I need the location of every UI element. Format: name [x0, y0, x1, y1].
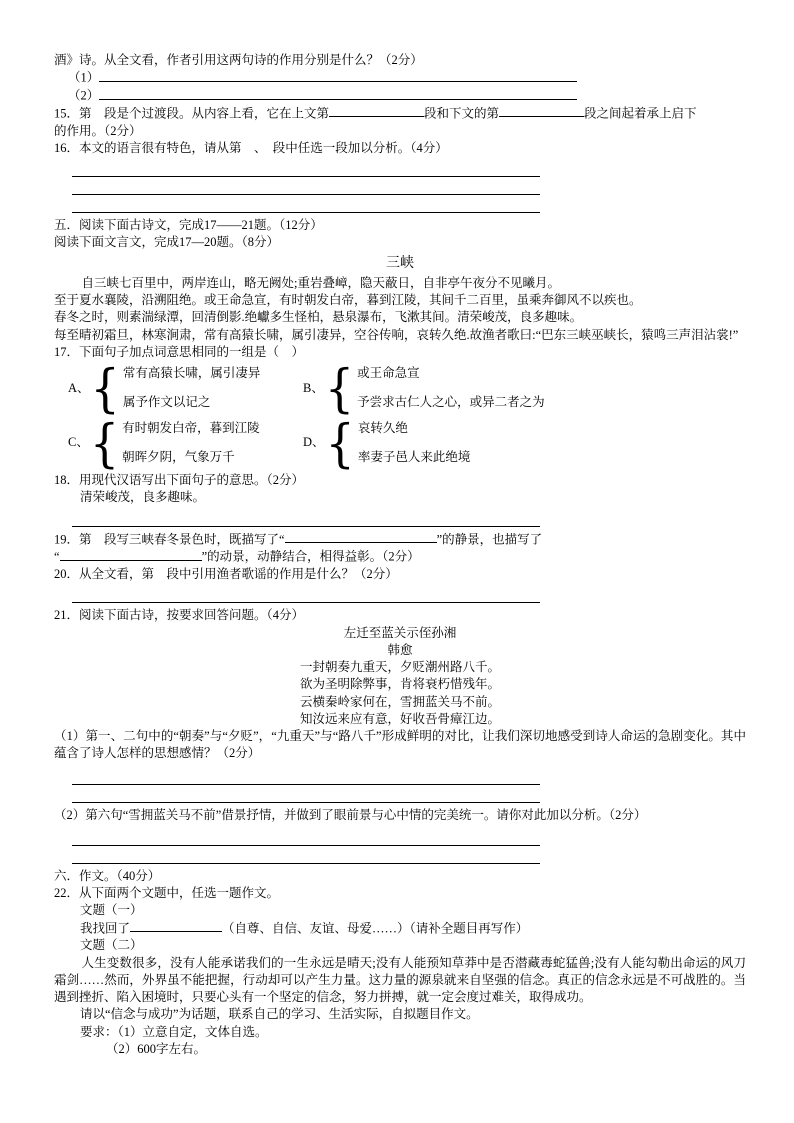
- answer-line: [72, 787, 540, 803]
- q16-stem: 16．本文的语言很有特色，请从第 、 段中任选一段加以分析。（4分）: [54, 140, 448, 155]
- poem-line: 云横秦岭家何在，雪拥蓝关马不前。: [299, 694, 500, 709]
- q17-options: [68, 365, 746, 466]
- q18-sentence: 清荣峻茂，良多趣味。: [80, 490, 206, 505]
- topic1-pre: 我找回了: [80, 921, 131, 936]
- topic2-task: 请以“信念与成功”为话题，联系自己的学习、生活实际，自拟题目作文。: [80, 1007, 479, 1022]
- left-brace-icon: [325, 365, 354, 411]
- topic2-label: 文题（二）: [80, 938, 143, 953]
- sanxia-paragraph-4: 每至晴初霜旦，林寒涧肃，常有高猿长啸，属引凄异，空谷传响，哀转久绝.故渔者歌曰:“巴东三峡巫峡长，猿鸣三声泪沾裳!”: [54, 327, 739, 342]
- topic2-body: 人生变数很多，没有人能承诺我们的一生永远是晴天;没有人能预知草莽中是否潜藏毒蛇猛兽;没有人能勾勒出命运的风刀霜剑……然而，外界虽不能把握，行动却可以产生力量。这力量的源泉就来自坚强的信念。真正的信念永远是不可战胜的。当遇到挫折、陷入困境时，只要心头有一个坚定的信念，努力拼搏，就一定会度过难关，取得成功。: [54, 955, 746, 1005]
- q21-stem: 21．阅读下面古诗，按要求回答问题。（4分）: [54, 608, 305, 623]
- text-title-sanxia: 三峡: [386, 255, 414, 271]
- topic1-line: [80, 920, 746, 938]
- q20-stem: 20．从全文看，第 段中引用渔者歌谣的作用是什么？（2分）: [54, 567, 398, 582]
- topic1-post: （自尊、自信、友谊、母爱……）（请补全题目再写作）: [222, 921, 529, 936]
- answer-line: [72, 161, 540, 177]
- q14-item1-answer-blank: [99, 69, 577, 82]
- option-c: [68, 420, 303, 467]
- q14-item2-answer-blank: [99, 87, 577, 100]
- q14-item-1: [68, 69, 746, 87]
- q21-sub2: （2）第六句“雪拥蓝关马不前”借景抒情，并做到了眼前景与心中情的完美统一。请你对此加以分析。（2分）: [54, 807, 647, 822]
- q14-item-2: [68, 87, 746, 105]
- answer-line: [72, 848, 540, 864]
- section6-heading: 六．作文。（40分）: [54, 868, 161, 883]
- q19-text-a: 19．第 段写三峡春冬景色时，既描写了“: [54, 532, 285, 547]
- q15-text-b: 段和下文的第: [424, 106, 500, 121]
- answer-line: [72, 511, 540, 527]
- q22-stem: 22．从下面两个文题中，任选一题作文。: [54, 886, 280, 901]
- poem-line: 一封朝奏九重天，夕贬潮州路八千。: [299, 660, 500, 675]
- requirement-2: （2）600字左右。: [106, 1041, 207, 1056]
- poem-author: 韩愈: [387, 642, 413, 657]
- option-b: [303, 365, 746, 412]
- option-d: [303, 420, 746, 467]
- left-brace-icon: [326, 420, 355, 466]
- answer-line: [72, 587, 540, 603]
- answer-line: [72, 769, 540, 785]
- topic1-blank: [130, 920, 222, 933]
- requirement-1: 要求：（1）立意自定，文体自选。: [80, 1024, 268, 1039]
- sanxia-paragraph-3: 春冬之时，则素湍绿潭，回清倒影.绝巘多生怪柏，悬泉瀑布，飞漱其间。清荣峻茂，良多趣味。: [54, 310, 583, 325]
- left-brace-icon: [91, 365, 120, 411]
- option-d-line1: 哀转久绝: [357, 420, 408, 435]
- poem-title: 左迁至蓝关示侄孙湘: [343, 625, 457, 640]
- q15-line2: 的作用。（2分）: [54, 123, 142, 138]
- poem-block: [54, 625, 746, 729]
- q15-line1: [54, 105, 746, 123]
- q14-item2-label: （2）: [68, 88, 100, 103]
- option-d-line2: 率妻子邑人来此绝境: [357, 449, 471, 464]
- section5-subheading: 阅读下面文言文，完成17—20题。（8分）: [54, 235, 280, 250]
- q18-stem: 18．用现代汉语写出下面句子的意思。（2分）: [54, 473, 305, 488]
- option-a-line1: 常有高猿长啸，属引凄异: [122, 366, 261, 381]
- q19-text-b: ”的静景，也描写了: [436, 532, 543, 547]
- poem-line: 欲为圣明除弊事，肯将衰朽惜残年。: [299, 677, 500, 692]
- option-b-line2: 予尝求古仁人之心，或异二者之为: [357, 395, 545, 410]
- option-c-line2: 朝晖夕阴，气象万千: [122, 449, 235, 464]
- q19-line1: [54, 531, 746, 549]
- option-a: [68, 365, 303, 412]
- option-c-label: C、: [68, 435, 89, 450]
- left-brace-icon: [90, 420, 119, 466]
- q15-blank-2: [499, 105, 584, 118]
- section5-heading: 五．阅读下面古诗文，完成17——21题。（12分）: [54, 218, 323, 232]
- q19-text-d: ”的动景，动静结合，相得益彰。（2分）: [201, 549, 420, 564]
- sanxia-paragraph-1: 自三峡七百里中，两岸连山，略无阙处;重岩叠嶂，隐天蔽日，自非亭午夜分不见曦月。: [81, 275, 560, 290]
- answer-line: [72, 197, 540, 213]
- topic1-label: 文题（一）: [80, 903, 143, 918]
- option-a-label: A、: [68, 380, 90, 395]
- q19-line2: [54, 548, 746, 566]
- option-a-line2: 属予作文以记之: [122, 395, 211, 410]
- q15-text-c: 段之间起着承上启下: [584, 106, 697, 121]
- q15-blank-1: [329, 105, 424, 118]
- answer-line: [72, 830, 540, 846]
- option-b-label: B、: [303, 380, 324, 395]
- poem-line: 知汝远来应有意，好收吾骨瘴江边。: [299, 711, 500, 726]
- q19-blank-1: [285, 531, 437, 544]
- q17-stem: 17．下面句子加点词意思相同的一组是（ ）: [54, 344, 305, 359]
- q14-item1-label: （1）: [68, 70, 100, 85]
- answer-line: [72, 179, 540, 195]
- q19-blank-2: [60, 548, 202, 561]
- sanxia-paragraph-2: 至于夏水襄陵，沿溯阻绝。或王命急宣，有时朝发白帝，暮到江陵，其间千二百里，虽乘奔御风不以疾也。: [54, 293, 642, 308]
- q21-sub1: （1）第一、二句中的“朝奏”与“夕贬”，“九重天”与“路八千”形成鲜明的对比，让我们深切地感受到诗人命运的急剧变化。其中蕴含了诗人怎样的思想感情？（2分）: [54, 729, 746, 761]
- q19-text-c: “: [54, 549, 60, 564]
- option-c-line1: 有时朝发白帝，暮到江陵: [122, 420, 260, 435]
- option-d-label: D、: [303, 435, 325, 450]
- option-b-line1: 或王命急宣: [357, 366, 420, 381]
- q14-intro: 酒》诗。从全文看，作者引用这两句诗的作用分别是什么？（2分）: [54, 53, 423, 67]
- q15-text-a: 15．第 段是个过渡段。从内容上看，它在上文第: [54, 106, 330, 121]
